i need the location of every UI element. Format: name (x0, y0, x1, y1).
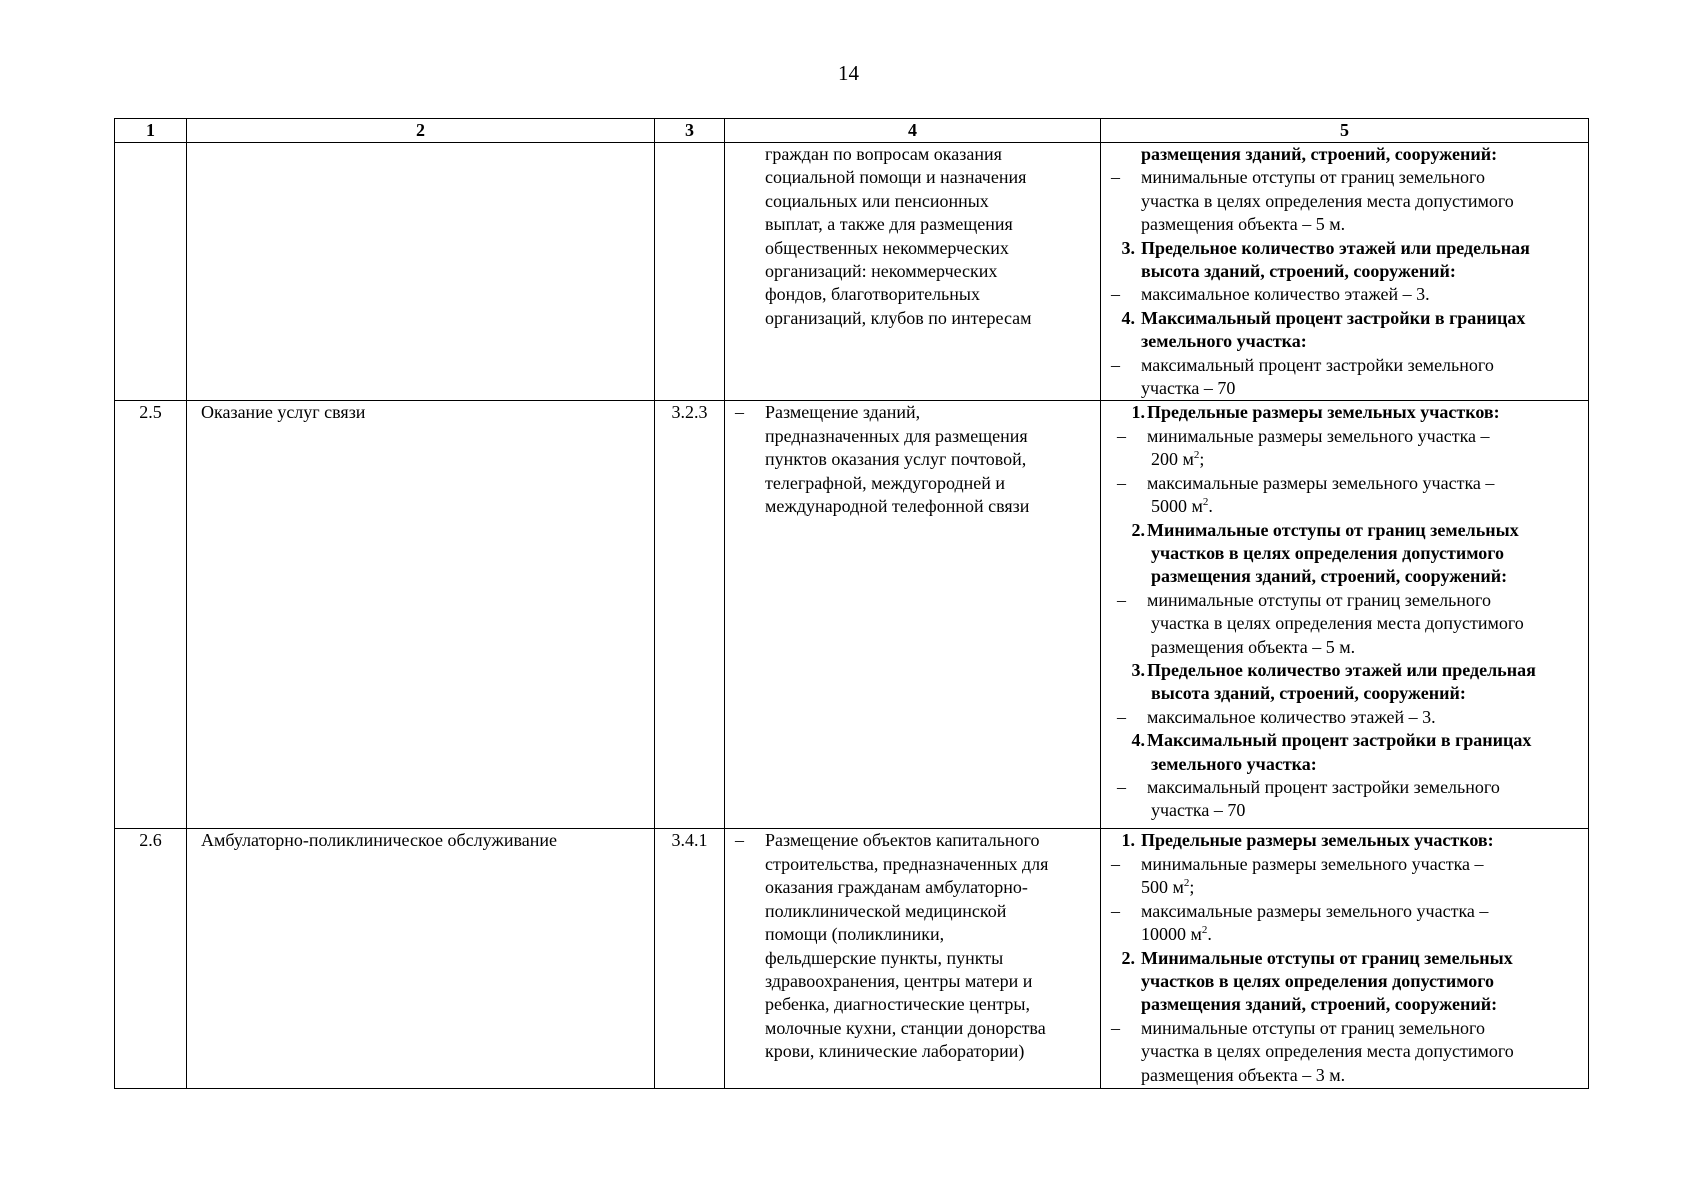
row-name: Амбулаторно-поликлиническое обслуживание (187, 829, 655, 1089)
param-item: – максимальный процент застройки земельного (1117, 776, 1500, 797)
param-heading: 1. Предельные размеры земельных участков: (1131, 402, 1500, 423)
row-code (655, 143, 725, 401)
page-number: 14 (838, 61, 859, 85)
param-item-cont: 5000 $м^2$. (1151, 496, 1213, 517)
row-code: 3.2.3 (655, 401, 725, 829)
row-description (725, 401, 1101, 829)
param-item-cont: участка в целях определения места допустимого (1151, 613, 1524, 634)
param-item: – максимальные размеры земельного участка – (1111, 900, 1489, 921)
param-heading-cont: участков в целях определения допустимого (1141, 970, 1494, 991)
description-line: молочные кухни, станции донорства (765, 1017, 1046, 1038)
header-col-4: 4 (725, 119, 1101, 143)
table-row (115, 143, 1589, 401)
description-line: пунктов оказания услуг почтовой, (765, 449, 1027, 470)
param-item: – минимальные отступы от границ земельного (1111, 1017, 1485, 1038)
param-item: – максимальные размеры земельного участка – (1117, 472, 1495, 493)
description-line: организаций, клубов по интересам (765, 307, 1032, 328)
param-heading-cont: земельного участка: (1141, 331, 1307, 352)
row-number: 2.6 (115, 829, 187, 1089)
row-parameters (1101, 401, 1589, 829)
param-item-cont: размещения объекта – 5 м. (1141, 214, 1346, 235)
description-line: выплат, а также для размещения (765, 214, 1013, 235)
param-heading-cont: размещения зданий, строений, сооружений: (1151, 566, 1508, 587)
param-heading: размещения зданий, строений, сооружений: (1141, 144, 1498, 164)
param-item-cont: участка в целях определения места допустимого (1141, 1041, 1514, 1062)
description-line: – Размещение объектов капитального (735, 830, 1040, 851)
description-line: предназначенных для размещения (765, 425, 1028, 446)
description-line: поликлинической медицинской (765, 900, 1007, 921)
param-heading-cont: высота зданий, строений, сооружений: (1141, 261, 1456, 282)
description-line: общественных некоммерческих (765, 237, 1009, 258)
table-row (115, 829, 1589, 1089)
param-item-cont: участка в целях определения места допустимого (1141, 190, 1514, 211)
regulations-table (114, 118, 1589, 1089)
row-code: 3.4.1 (655, 829, 725, 1089)
param-heading: 1. Предельные размеры земельных участков: (1121, 830, 1494, 851)
description-line: телеграфной, междугородней и (765, 472, 1006, 493)
description-line: организаций: некоммерческих (765, 261, 998, 282)
row-number: 2.5 (115, 401, 187, 829)
param-item-cont: 10000 $м^2$. (1141, 924, 1212, 945)
param-item-cont: 200 $м^2$; (1151, 449, 1205, 470)
description-line: – Размещение зданий, (735, 402, 921, 423)
param-heading: 3. Предельное количество этажей или предельная (1131, 659, 1536, 680)
param-heading-cont: высота зданий, строений, сооружений: (1151, 683, 1466, 704)
param-heading: 4. Максимальный процент застройки в границах (1121, 307, 1526, 328)
param-item: – минимальные отступы от границ земельного (1117, 589, 1491, 610)
header-col-1: 1 (115, 119, 187, 143)
description-line: социальной помощи и назначения (765, 167, 1027, 188)
param-item-cont: 500 $м^2$; (1141, 877, 1195, 898)
description-line: фельдшерские пункты, пункты (765, 947, 1004, 968)
param-heading-cont: участков в целях определения допустимого (1151, 542, 1504, 563)
row-number (115, 143, 187, 401)
param-heading: 4. Максимальный процент застройки в границах (1131, 730, 1532, 751)
param-item-cont: размещения объекта – 5 м. (1151, 636, 1356, 657)
row-description (725, 143, 1101, 401)
description-line: граждан по вопросам оказания (765, 144, 1002, 164)
param-heading-cont: земельного участка: (1151, 753, 1317, 774)
header-col-2: 2 (187, 119, 655, 143)
param-heading: 2. Минимальные отступы от границ земельных (1131, 519, 1519, 540)
param-item-cont: размещения объекта – 3 м. (1141, 1064, 1346, 1085)
param-item: – минимальные размеры земельного участка – (1117, 425, 1490, 446)
description-line: строительства, предназначенных для (765, 853, 1049, 874)
row-name (187, 143, 655, 401)
param-heading: 3. Предельное количество этажей или предельная (1121, 237, 1530, 258)
description-line: оказания гражданам амбулаторно- (765, 877, 1028, 898)
row-name: Оказание услуг связи (187, 401, 655, 829)
header-col-5: 5 (1101, 119, 1589, 143)
param-heading: 2. Минимальные отступы от границ земельных (1121, 947, 1513, 968)
description-line: здравоохранения, центры матери и (765, 970, 1033, 991)
param-item: – минимальные отступы от границ земельного (1111, 167, 1485, 188)
description-line: фондов, благотворительных (765, 284, 980, 305)
table-header-row (115, 119, 1589, 143)
param-item: – минимальные размеры земельного участка – (1111, 853, 1484, 874)
row-description (725, 829, 1101, 1089)
description-line: крови, клинические лаборатории) (765, 1041, 1025, 1062)
param-item-cont: участка – 70 (1151, 800, 1246, 821)
table-row (115, 401, 1589, 829)
row-parameters (1101, 829, 1589, 1089)
param-item: – максимальное количество этажей – 3. (1111, 284, 1430, 305)
row-parameters (1101, 143, 1589, 401)
param-item: – максимальный процент застройки земельного (1111, 354, 1494, 375)
description-line: международной телефонной связи (765, 496, 1030, 517)
header-col-3: 3 (655, 119, 725, 143)
description-line: помощи (поликлиники, (765, 924, 945, 945)
param-item: – максимальное количество этажей – 3. (1117, 706, 1436, 727)
description-line: социальных или пенсионных (765, 190, 989, 211)
param-heading-cont: размещения зданий, строений, сооружений: (1141, 994, 1498, 1015)
param-item-cont: участка – 70 (1141, 378, 1236, 399)
description-line: ребенка, диагностические центры, (765, 994, 1031, 1015)
